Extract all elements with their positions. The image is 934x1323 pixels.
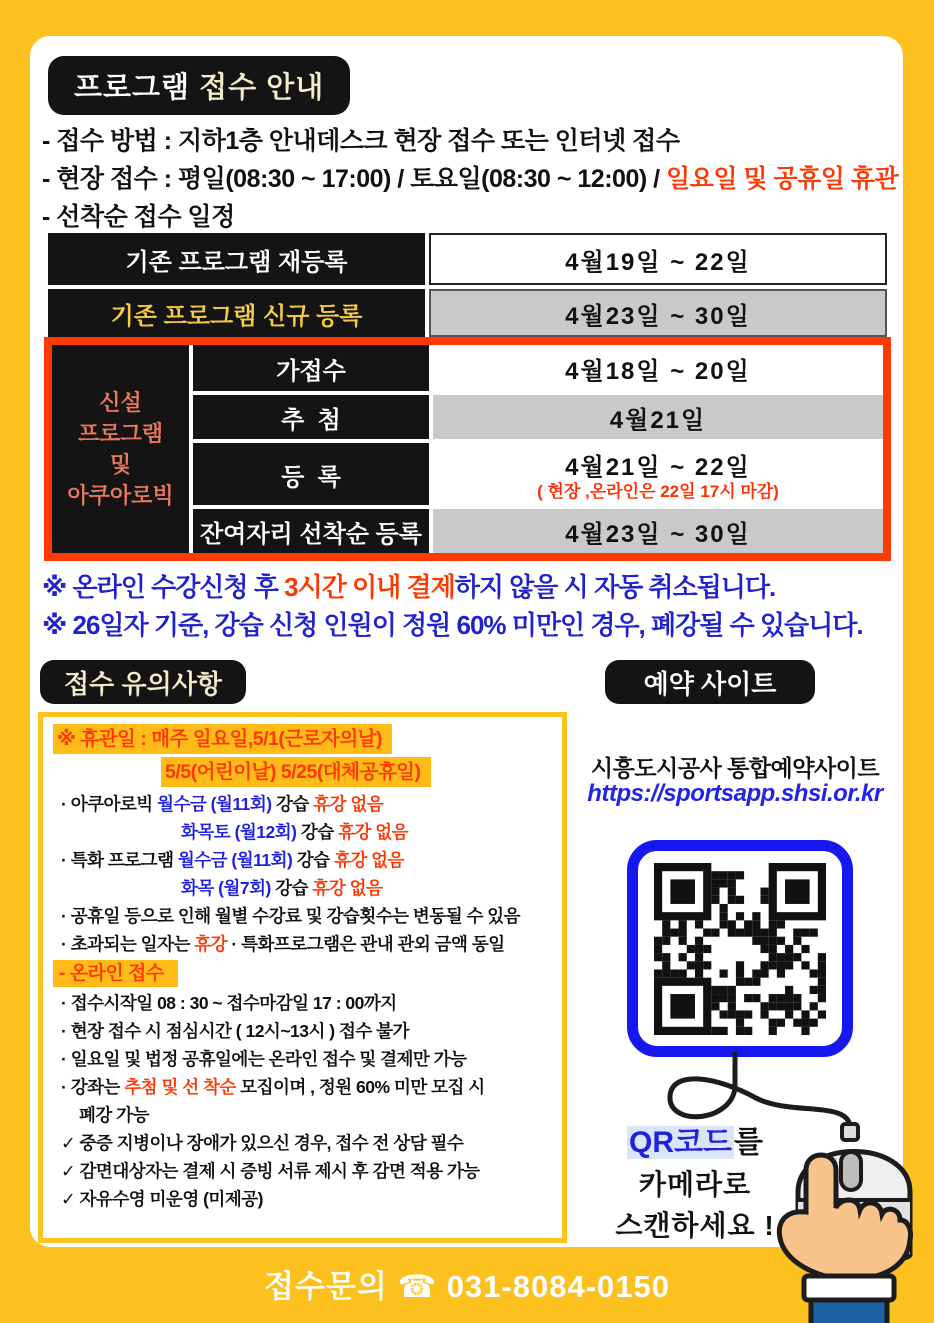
contact-label: 접수문의 bbox=[264, 1269, 388, 1304]
qr-caption-rest: 를 bbox=[733, 1126, 763, 1159]
row-date: 4월23일 ~ 30일 bbox=[429, 289, 887, 337]
section-badge-reservation: 예약 사이트 bbox=[605, 660, 815, 704]
qr-caption-line3: 스캔하세요 ! bbox=[615, 1210, 775, 1241]
category-line: 프로그램 bbox=[77, 421, 163, 446]
category-line: 신설 bbox=[99, 390, 142, 415]
intro-lines: - 접수 방법 : 지하1층 안내데스크 현장 접수 또는 인터넷 접수 - 현장 접수 : 평일(08:30 ~ 17:00) / 토요일(08:30 ~ 12:00) / 일요일 및 공휴일 휴관 - 선착순 접수 일정 bbox=[42, 127, 899, 231]
row-label: 기존 프로그램 재등록 bbox=[48, 233, 425, 285]
category-line: 아쿠아로빅 bbox=[67, 483, 174, 508]
qr-caption-highlight: QR코드 bbox=[629, 1126, 732, 1159]
reservation-site-name: 시흥도시공사 통합예약사이트 bbox=[590, 755, 880, 781]
mouse-click-illustration bbox=[560, 1050, 934, 1323]
row-label: 잔여자리 선착순 등록 bbox=[193, 509, 429, 553]
table-row bbox=[48, 289, 887, 337]
shirt-cuff bbox=[804, 1276, 894, 1300]
page-title-part1: 프로그램 bbox=[74, 72, 200, 104]
qr-caption-line2: 카메라로 bbox=[638, 1169, 752, 1200]
table-row bbox=[48, 233, 887, 285]
table-row bbox=[193, 345, 883, 391]
table-row bbox=[193, 395, 883, 439]
row-date bbox=[433, 443, 883, 505]
row-date: 4월18일 ~ 20일 bbox=[433, 345, 883, 391]
contact-phone: 031-8084-0150 bbox=[446, 1269, 670, 1304]
cable-connector bbox=[842, 1124, 858, 1140]
row-date: 4월23일 ~ 30일 bbox=[433, 509, 883, 553]
new-program-category bbox=[52, 345, 189, 553]
schedule-table bbox=[48, 233, 887, 341]
sleeve bbox=[811, 1300, 887, 1323]
section-badge-notice: 접수 유의사항 bbox=[40, 660, 246, 704]
qr-code bbox=[627, 840, 853, 1057]
date-note: ( 현장 ,온라인은 22일 17시 마감) bbox=[537, 481, 779, 501]
mouse-cable bbox=[670, 1052, 850, 1136]
mouse-scroll-wheel bbox=[841, 1152, 861, 1190]
phone-icon: ☎ bbox=[397, 1269, 438, 1304]
new-program-table bbox=[44, 337, 891, 561]
page-title-part2: 접수 안내 bbox=[199, 72, 325, 104]
row-label: 등 록 bbox=[193, 443, 429, 505]
table-row bbox=[193, 509, 883, 553]
table-row bbox=[193, 443, 883, 505]
row-label: 기존 프로그램 신규 등록 bbox=[48, 289, 425, 337]
notice-box: ※ 휴관일 : 매주 일요일,5/1(근로자의날) 5/5(어린이날) 5/25(대체공휴일) · 아쿠아로빅 월수금 (월11회) 강습 휴강 없음 화목토 (월12회) 강습 휴강 없음 · 특화 프로그램 월수금 (월11회) 강습 휴강 없음 화목 (월7회) 강습 휴강 없음 · 공휴일 등으로 인해 월별 수강료 및 강습횟수는 변동될 수 있음 · 초과되는 일자는 휴강 · 특화프로그램은 관내 관외 금액 동일 - 온라인 접수 · 접수시작일 08 : 30 ~ 접수마감일 17 : 00까지 · 현장 접수 시 점심시간 ( 12시~13시 ) 접수 불가 · 일요일 및 법정 공휴일에는 온라인 접수 및 결제만 가능 · 강좌는 추첨 및 선 착순 모집이며 , 정원 60% 미만 모집 시 폐강 가능 ✓ 중증 지병이나 장애가 있으신 경우, 접수 전 상담 필수 ✓ 감면대상자는 결제 시 증빙 서류 제시 후 감면 적용 가능 ✓ 자유수영 미운영 (미제공) bbox=[38, 712, 567, 1243]
category-line: 및 bbox=[109, 452, 132, 477]
reservation-site-url[interactable]: https://sportsapp.shsi.or.kr bbox=[587, 780, 883, 807]
page-title bbox=[48, 56, 350, 115]
row-label: 추 첨 bbox=[193, 395, 429, 439]
row-label: 가접수 bbox=[193, 345, 429, 391]
online-payment-notes: ※ 온라인 수강신청 후 3시간 이내 결제하지 않을 시 자동 취소됩니다. ※ 26일자 기준, 강습 신청 인원이 정원 60% 미만인 경우, 폐강될 수 있습니다. bbox=[42, 572, 863, 640]
date-main: 4월21일 ~ 22일 bbox=[565, 453, 751, 481]
row-date: 4월19일 ~ 22일 bbox=[429, 233, 887, 285]
row-date: 4월21일 bbox=[433, 395, 883, 439]
qr-code-pattern bbox=[654, 863, 826, 1035]
